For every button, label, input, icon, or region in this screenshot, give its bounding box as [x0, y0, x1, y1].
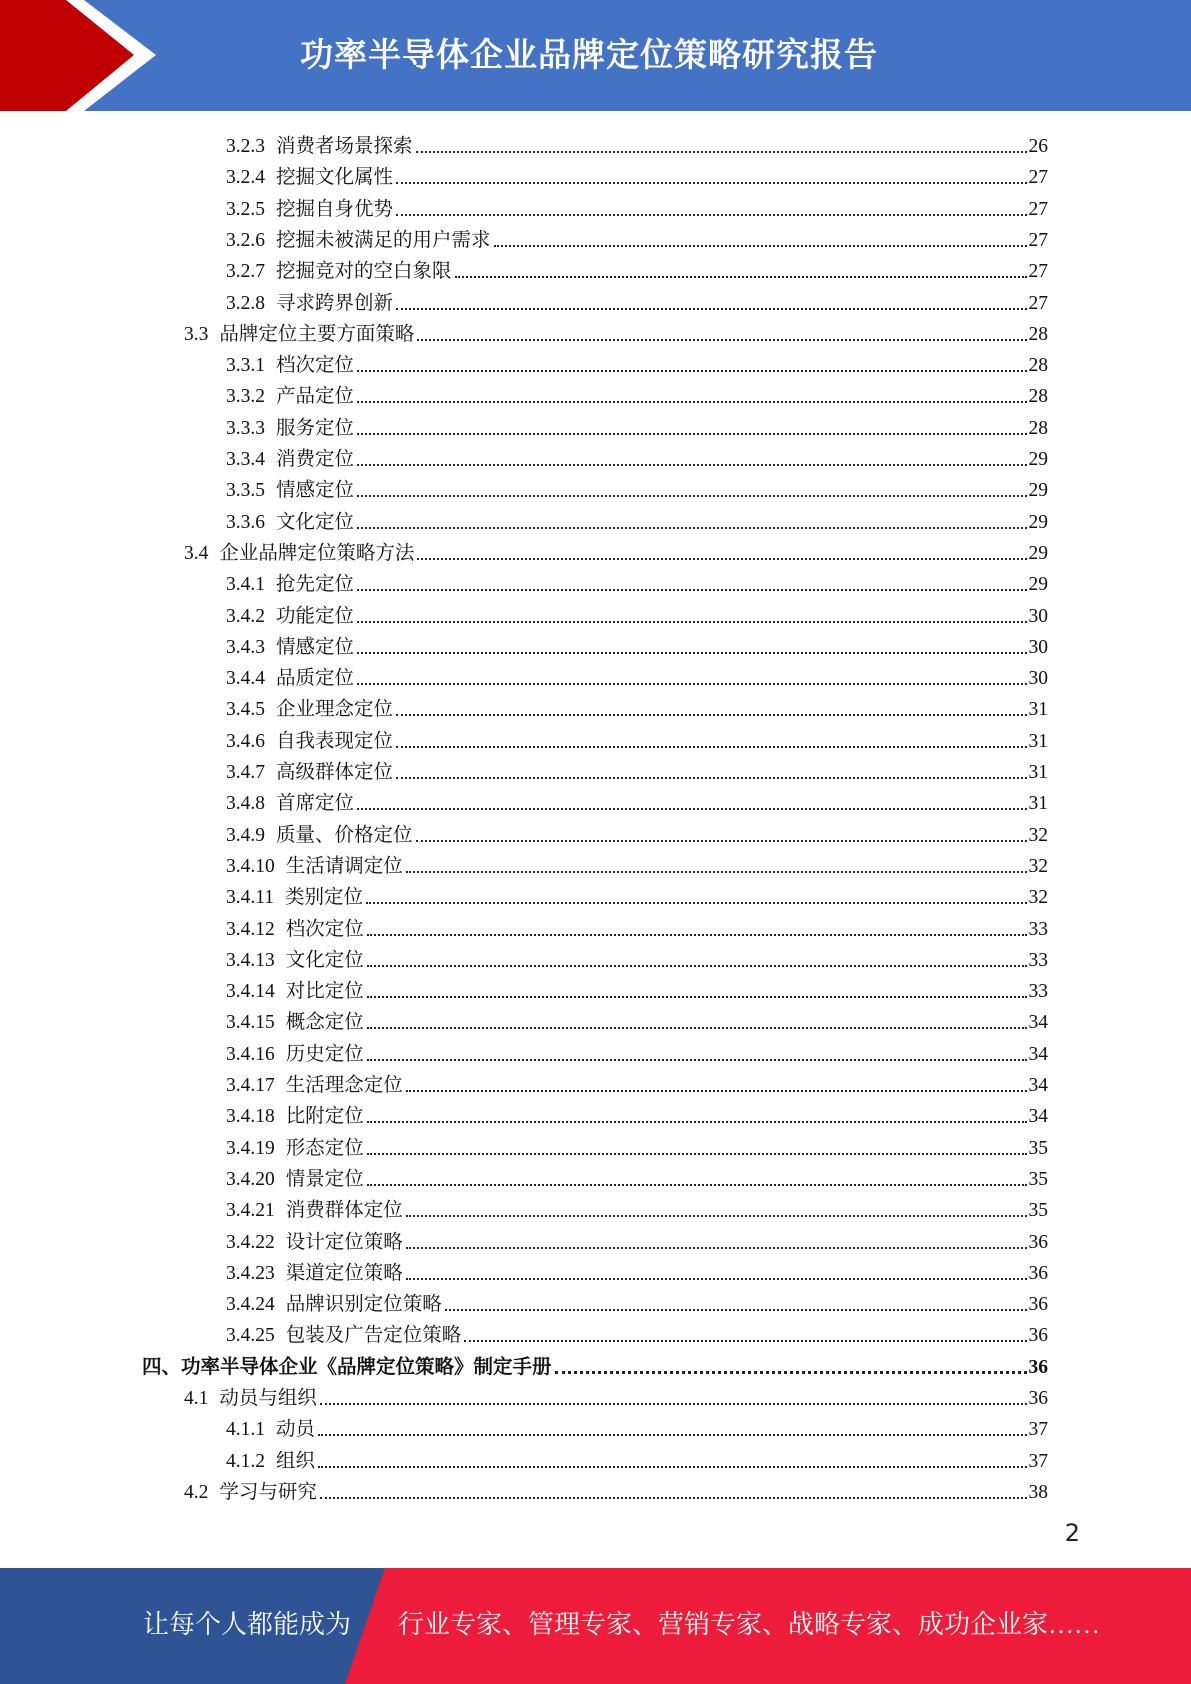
- toc-entry-number: 4.2: [184, 1481, 209, 1503]
- toc-entry-number: 3.4.21: [226, 1200, 275, 1222]
- toc-entry-title: 自我表现定位: [276, 730, 394, 752]
- toc-entry-title: 抢先定位: [276, 574, 355, 596]
- toc-dot-leader: [357, 527, 1026, 529]
- toc-entry-page: 36: [1028, 1231, 1048, 1253]
- toc-entry-number: 3.4.15: [226, 1012, 275, 1034]
- toc-dot-leader: [416, 840, 1027, 842]
- page-header: [0, 0, 1191, 111]
- toc-entry[interactable]: [226, 158, 1048, 189]
- toc-entry[interactable]: [226, 1003, 1048, 1034]
- toc-entry[interactable]: [226, 1191, 1048, 1222]
- toc-entry-title: 历史定位: [285, 1043, 364, 1065]
- toc-entry[interactable]: [184, 1473, 1048, 1504]
- toc-entry-page: 30: [1028, 636, 1048, 658]
- toc-entry-title: 消费定位: [276, 449, 355, 470]
- toc-entry[interactable]: [226, 753, 1048, 784]
- toc-entry-number: 3.3.1: [226, 355, 265, 377]
- toc-entry[interactable]: [226, 628, 1048, 659]
- toc-entry-page: 28: [1028, 355, 1048, 377]
- toc-entry[interactable]: [226, 1410, 1048, 1441]
- toc-entry-page: 30: [1028, 605, 1048, 627]
- toc-dot-leader: [445, 1309, 1027, 1311]
- toc-entry-title: 档次定位: [285, 918, 364, 940]
- toc-entry[interactable]: [184, 315, 1048, 346]
- toc-entry-page: 37: [1028, 1419, 1048, 1441]
- toc-entry-page: 29: [1028, 542, 1048, 564]
- toc-entry-page: 35: [1028, 1168, 1048, 1190]
- toc-entry[interactable]: [226, 409, 1048, 440]
- toc-entry-title: 动员: [276, 1419, 316, 1441]
- document-title: 功率半导体企业品牌定位策略研究报告: [300, 35, 878, 74]
- toc-dot-leader: [396, 777, 1026, 779]
- toc-dot-leader: [357, 652, 1026, 654]
- toc-entry-page: 35: [1028, 1200, 1048, 1222]
- toc-entry-title: 挖掘文化属性: [276, 167, 394, 189]
- toc-entry-page: 33: [1028, 949, 1048, 971]
- toc-entry[interactable]: [226, 1223, 1048, 1254]
- toc-entry-number: 3.4.11: [226, 887, 275, 909]
- toc-entry[interactable]: [226, 1254, 1048, 1285]
- toc-dot-leader: [367, 1153, 1027, 1155]
- toc-entry[interactable]: [226, 722, 1048, 753]
- toc-entry-title: 寻求跨界创新: [276, 292, 394, 314]
- toc-entry[interactable]: [226, 503, 1048, 534]
- toc-entry[interactable]: [226, 377, 1048, 408]
- footer-expert-list: 行业专家、管理专家、营销专家、战略专家、成功企业家……: [398, 1610, 1101, 1639]
- toc-dot-leader: [320, 1403, 1027, 1405]
- toc-entry-title: 组织: [276, 1450, 316, 1472]
- toc-entry[interactable]: [226, 221, 1048, 252]
- toc-entry-page: 36: [1028, 1325, 1048, 1347]
- toc-entry-number: 3.2.4: [226, 167, 265, 189]
- toc-entry-title: 挖掘未被满足的用户需求: [276, 229, 491, 251]
- toc-entry-title: 对比定位: [285, 981, 364, 1003]
- toc-entry[interactable]: [226, 440, 1048, 471]
- toc-dot-leader: [406, 1090, 1027, 1092]
- toc-entry-title: 品质定位: [276, 668, 355, 690]
- toc-entry-number: 3.4.6: [226, 730, 265, 752]
- toc-entry-title: 质量、价格定位: [276, 824, 413, 846]
- toc-entry-title: 消费群体定位: [285, 1200, 403, 1222]
- toc-entry-page: 34: [1028, 1075, 1048, 1096]
- toc-entry-title: 品牌定位主要方面策略: [219, 323, 415, 345]
- toc-entry-title: 概念定位: [285, 1012, 364, 1034]
- toc-dot-leader: [494, 245, 1027, 247]
- toc-dot-leader: [417, 558, 1026, 560]
- toc-entry-number: 3.3.5: [226, 480, 265, 502]
- toc-dot-leader: [406, 871, 1027, 873]
- toc-dot-leader: [367, 1027, 1027, 1029]
- toc-entry[interactable]: [226, 816, 1048, 847]
- toc-entry-page: 34: [1028, 1106, 1048, 1128]
- toc-entry[interactable]: [226, 471, 1048, 502]
- toc-entry-page: 36: [1028, 1294, 1048, 1316]
- toc-entry-title: 企业品牌定位策略方法: [219, 542, 415, 564]
- toc-entry-number: 3.4.24: [226, 1294, 275, 1316]
- toc-entry[interactable]: [226, 252, 1048, 283]
- toc-entry-number: 3.4.22: [226, 1231, 275, 1253]
- toc-entry-number: 4.1.1: [226, 1419, 265, 1441]
- toc-entry-title: 高级群体定位: [276, 762, 394, 783]
- toc-entry-page: 36: [1028, 1356, 1048, 1378]
- toc-entry[interactable]: [226, 847, 1048, 878]
- toc-dot-leader: [396, 746, 1026, 748]
- toc-entry-page: 29: [1028, 511, 1048, 533]
- toc-entry[interactable]: [226, 941, 1048, 972]
- toc-entry-number: 3.2.3: [226, 136, 265, 157]
- toc-entry[interactable]: [184, 1379, 1048, 1410]
- toc-dot-leader: [367, 1184, 1027, 1186]
- toc-dot-leader: [367, 1121, 1027, 1123]
- toc-entry[interactable]: [226, 597, 1048, 628]
- toc-entry-title: 消费者场景探索: [276, 136, 413, 157]
- toc-entry-number: 3.4.10: [226, 855, 275, 877]
- toc-dot-leader: [366, 902, 1026, 904]
- toc-entry-page: 36: [1028, 1388, 1048, 1409]
- toc-entry-title: 挖掘竞对的空白象限: [276, 261, 452, 283]
- toc-entry[interactable]: [226, 910, 1048, 941]
- toc-entry[interactable]: [226, 127, 1048, 158]
- toc-entry-page: 30: [1028, 668, 1048, 690]
- toc-entry-page: 35: [1028, 1137, 1048, 1159]
- toc-entry-title: 情感定位: [276, 636, 355, 658]
- toc-entry[interactable]: [226, 784, 1048, 815]
- toc-entry[interactable]: [226, 1097, 1048, 1128]
- page-number: 2: [1064, 1519, 1080, 1547]
- toc-entry[interactable]: [226, 1035, 1048, 1066]
- toc-dot-leader: [367, 996, 1027, 998]
- toc-dot-leader: [318, 1466, 1026, 1468]
- toc-entry-page: 31: [1028, 699, 1048, 721]
- toc-entry-title: 服务定位: [276, 417, 355, 439]
- toc-entry-number: 3.4.14: [226, 981, 275, 1003]
- toc-entry-page: 27: [1028, 261, 1048, 283]
- toc-dot-leader: [357, 401, 1026, 403]
- toc-dot-leader: [455, 276, 1027, 278]
- toc-entry-page: 38: [1028, 1481, 1048, 1503]
- toc-entry-title: 首席定位: [276, 793, 355, 815]
- toc-entry-number: 4.1.2: [226, 1450, 265, 1472]
- toc-dot-leader: [357, 808, 1026, 810]
- toc-entry[interactable]: [226, 1285, 1048, 1316]
- toc-entry[interactable]: [226, 1160, 1048, 1191]
- toc-entry-page: 29: [1028, 480, 1048, 502]
- toc-entry[interactable]: [226, 190, 1048, 221]
- toc-entry-title: 学习与研究: [219, 1481, 317, 1503]
- toc-entry-page: 29: [1028, 449, 1048, 470]
- toc-entry-page: 33: [1028, 981, 1048, 1003]
- toc-entry-title: 形态定位: [285, 1137, 364, 1159]
- footer-slogan: 让每个人都能成为: [143, 1610, 352, 1639]
- toc-dot-leader: [417, 339, 1026, 341]
- toc-entry[interactable]: [226, 878, 1048, 909]
- toc-entry-number: 3.3.4: [226, 449, 265, 470]
- toc-entry-number: 3.2.7: [226, 261, 265, 283]
- toc-entry-page: 28: [1028, 417, 1048, 439]
- toc-entry-page: 31: [1028, 762, 1048, 783]
- toc-entry-number: 3.4.19: [226, 1137, 275, 1159]
- toc-entry-title: 档次定位: [276, 355, 355, 377]
- toc-dot-leader: [555, 1371, 1027, 1374]
- toc-dot-leader: [406, 1247, 1027, 1249]
- toc-dot-leader: [357, 621, 1026, 623]
- toc-entry-number: 3.4.17: [226, 1075, 275, 1096]
- toc-entry-number: 3.3: [184, 323, 209, 345]
- toc-entry-title: 企业理念定位: [276, 699, 394, 721]
- toc-entry[interactable]: [226, 1316, 1048, 1347]
- toc-entry-number: 3.4.13: [226, 949, 275, 971]
- toc-entry-number: 3.4.7: [226, 762, 265, 783]
- toc-entry[interactable]: [226, 284, 1048, 315]
- toc-dot-leader: [357, 464, 1026, 466]
- toc-entry[interactable]: [226, 690, 1048, 721]
- toc-entry-number: 3.4.20: [226, 1168, 275, 1190]
- toc-entry-title: 挖掘自身优势: [276, 198, 394, 220]
- toc-dot-leader: [367, 934, 1027, 936]
- toc-dot-leader: [357, 433, 1026, 435]
- toc-dot-leader: [396, 214, 1026, 216]
- toc-dot-leader: [367, 965, 1027, 967]
- toc-dot-leader: [464, 1340, 1026, 1342]
- toc-entry-number: 4.1: [184, 1388, 209, 1409]
- toc-entry[interactable]: [226, 346, 1048, 377]
- toc-entry-number: 3.2.8: [226, 292, 265, 314]
- toc-entry-title: 生活理念定位: [285, 1075, 403, 1096]
- toc-entry[interactable]: [142, 1348, 1048, 1379]
- toc-entry-page: 32: [1028, 855, 1048, 877]
- toc-entry-page: 31: [1028, 793, 1048, 815]
- toc-entry-title: 生活请调定位: [285, 855, 403, 877]
- toc-entry-page: 32: [1028, 887, 1048, 909]
- toc-entry-page: 34: [1028, 1012, 1048, 1034]
- toc-entry-number: 3.4.18: [226, 1106, 275, 1128]
- toc-entry-number: 3.4.23: [226, 1262, 275, 1284]
- toc-entry-title: 功能定位: [276, 605, 355, 627]
- toc-entry-title: 情景定位: [285, 1168, 364, 1190]
- toc-entry-number: 3.3.6: [226, 511, 265, 533]
- toc-entry-page: 27: [1028, 198, 1048, 220]
- toc-entry-page: 37: [1028, 1450, 1048, 1472]
- toc-dot-leader: [406, 1278, 1027, 1280]
- toc-entry-number: 3.4.16: [226, 1043, 275, 1065]
- toc-entry-title: 品牌识别定位策略: [285, 1294, 442, 1316]
- toc-dot-leader: [357, 495, 1026, 497]
- toc-entry-page: 34: [1028, 1043, 1048, 1065]
- toc-entry-page: 27: [1028, 229, 1048, 251]
- toc-entry-title: 四、功率半导体企业《品牌定位策略》制定手册: [142, 1356, 552, 1378]
- toc-entry-number: 3.4.8: [226, 793, 265, 815]
- toc-entry-title: 渠道定位策略: [285, 1262, 403, 1284]
- toc-dot-leader: [367, 1059, 1027, 1061]
- toc-entry[interactable]: [226, 565, 1048, 596]
- toc-entry-number: 3.4.3: [226, 636, 265, 658]
- toc-entry-title: 动员与组织: [219, 1388, 317, 1409]
- toc-entry[interactable]: [184, 534, 1048, 565]
- toc-entry-page: 31: [1028, 730, 1048, 752]
- toc-dot-leader: [396, 308, 1026, 310]
- toc-entry-number: 3.4.5: [226, 699, 265, 721]
- toc-entry-page: 27: [1028, 167, 1048, 189]
- toc-entry-page: 29: [1028, 574, 1048, 596]
- toc-dot-leader: [396, 714, 1026, 716]
- toc-entry[interactable]: [226, 1066, 1048, 1097]
- toc-dot-leader: [396, 182, 1026, 184]
- toc-entry-number: 3.2.6: [226, 229, 265, 251]
- toc-entry-page: 27: [1028, 292, 1048, 314]
- toc-dot-leader: [357, 589, 1026, 591]
- toc-entry-number: 3.3.3: [226, 417, 265, 439]
- toc-entry-number: 3.4.4: [226, 668, 265, 690]
- toc-entry-page: 33: [1028, 918, 1048, 940]
- toc-entry-number: 3.4.2: [226, 605, 265, 627]
- toc-entry-number: 3.4.25: [226, 1325, 275, 1347]
- toc-entry-title: 产品定位: [276, 386, 355, 408]
- toc-entry-page: 32: [1028, 824, 1048, 846]
- toc-dot-leader: [416, 151, 1027, 153]
- toc-entry-number: 3.4.12: [226, 918, 275, 940]
- toc-entry-page: 36: [1028, 1262, 1048, 1284]
- toc-entry-number: 3.2.5: [226, 198, 265, 220]
- toc-entry[interactable]: [226, 659, 1048, 690]
- toc-entry-number: 3.4: [184, 542, 209, 564]
- page-footer: [0, 1568, 1191, 1684]
- toc-entry[interactable]: [226, 1129, 1048, 1160]
- toc-dot-leader: [320, 1497, 1027, 1499]
- toc-entry-number: 3.4.1: [226, 574, 265, 596]
- toc-entry[interactable]: [226, 1442, 1048, 1473]
- toc-entry-title: 文化定位: [285, 949, 364, 971]
- toc-entry-title: 文化定位: [276, 511, 355, 533]
- toc-entry[interactable]: [226, 972, 1048, 1003]
- toc-dot-leader: [406, 1215, 1027, 1217]
- toc-entry-page: 28: [1028, 323, 1048, 345]
- toc-dot-leader: [318, 1434, 1026, 1436]
- toc-entry-title: 比附定位: [285, 1106, 364, 1128]
- toc-entry-page: 26: [1028, 136, 1048, 157]
- toc-entry-title: 包装及广告定位策略: [285, 1325, 462, 1347]
- toc-entry-number: 3.3.2: [226, 386, 265, 408]
- toc-dot-leader: [357, 370, 1026, 372]
- toc-entry-title: 类别定位: [285, 887, 364, 909]
- toc-entry-title: 情感定位: [276, 480, 355, 502]
- toc-entry-number: 3.4.9: [226, 824, 265, 846]
- toc-entry-page: 28: [1028, 386, 1048, 408]
- toc-dot-leader: [357, 683, 1026, 685]
- toc-entry-title: 设计定位策略: [285, 1231, 403, 1253]
